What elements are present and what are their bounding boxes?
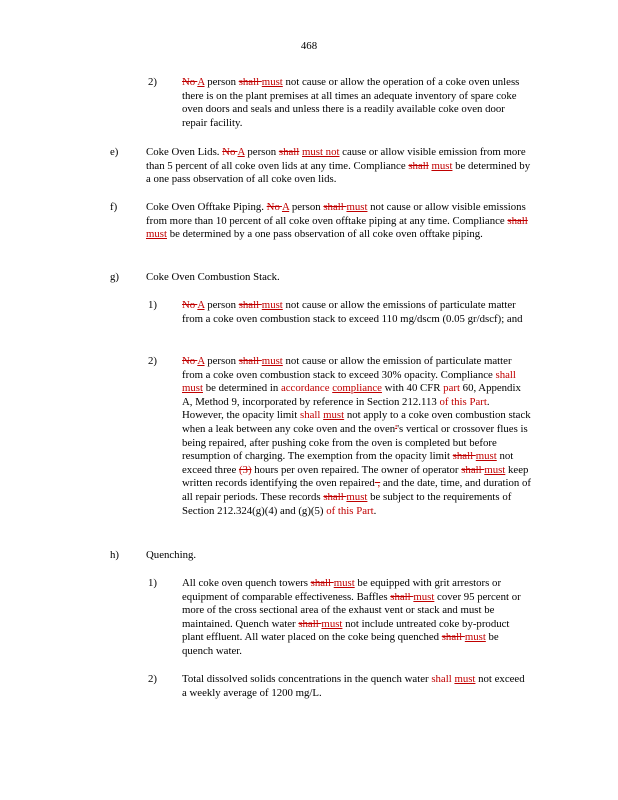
item-label: h) (110, 549, 119, 561)
item-label: e) (110, 146, 119, 158)
page-number: 468 (300, 40, 318, 52)
heading-combustion-stack: Coke Oven Combustion Stack. (146, 271, 280, 283)
item-label: 1) (148, 299, 157, 311)
paragraph-dissolved-solids: Total dissolved solids concentrations in the quench water shall must not exceed a weekly average of 1200 mg/L. (182, 673, 525, 699)
item-label: 1) (148, 577, 157, 589)
item-label: f) (110, 201, 118, 213)
heading-quenching: Quenching. (146, 549, 197, 561)
item-label: 2) (148, 355, 157, 367)
paragraph-offtake-piping: Coke Oven Offtake Piping. No A person shall must not cause or allow visible emissions from more than 10 percent of all coke oven offtake piping at any time. Compliance shall must be determined by a one pass observation of all coke oven offtake piping. (146, 201, 528, 241)
paragraph-coke-oven-lids: Coke Oven Lids. No A person shall must not cause or allow visible emission from more than 5 percent of all coke oven lids at any time. Compliance shall must be determined by a one pass observation of all coke oven lids. (146, 146, 531, 186)
item-label: g) (110, 271, 119, 283)
item-label: 2) (148, 673, 157, 685)
item-label: 2) (148, 76, 157, 88)
paragraph-particulate-limit: No A person shall must not cause or allow the emissions of particulate matter from a coke oven combustion stack to exceed 110 mg/dscm (0.05 gr/dscf); and (182, 299, 523, 325)
paragraph-door-inventory: No A person shall must not cause or allow the operation of a coke oven unless there is on the plant premises at all times an adequate inventory of spare coke oven doors and seals and unless there is a readily available coke oven door repair facility. (182, 76, 520, 129)
paragraph-opacity-limit: No A person shall must not cause or allow the emission of particulate matter from a coke oven combustion stack to exceed 30% opacity. Compliance shall must be determined in accordance compliance with 40 CFR part 60, Appendix A, Method 9, incorporated by reference in Section 212.113 of this Part. However, the opacity limit shall must not apply to a coke oven combustion stack when a leak between any coke oven and the oven''s vertical or crossover flues is being repaired, after pushing coke from the oven is completed but before resumption of charging. The exemption from the opacity limit shall must not exceed three (3) hours per oven repaired. The owner of operator shall must keep written records identifying the oven repaired , and the date, time, and duration of all repair periods. These records shall must be subject to the requirements of Section 212.324(g)(4) and (g)(5) of this Part. (182, 355, 531, 517)
paragraph-quench-towers: All coke oven quench towers shall must be equipped with grit arrestors or equipment of comparable effectiveness. Baffles shall must cover 95 percent or more of the cross sectional area of the exhaust vent or stack and must be maintained. Quench water shall must not include untreated coke by-product plant effluent. All water placed on the coke being quenched shall must be quench water. (182, 577, 521, 657)
